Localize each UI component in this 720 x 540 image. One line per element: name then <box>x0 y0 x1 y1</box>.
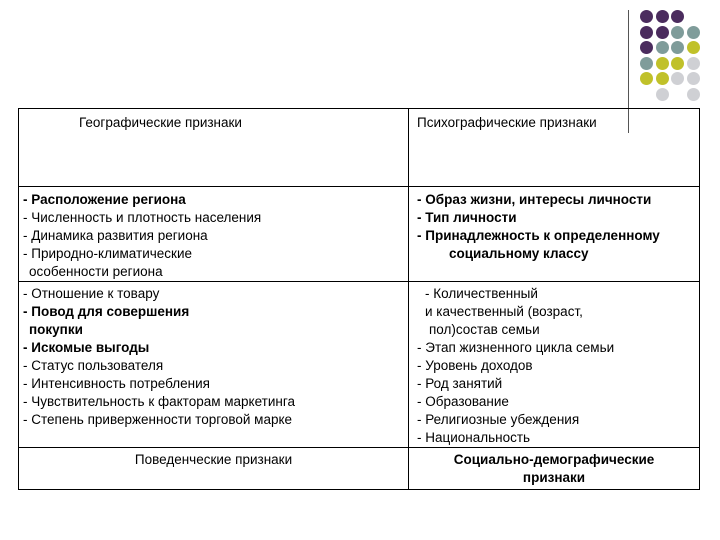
list-item: - Степень приверженности торговой марке <box>23 412 293 427</box>
decorative-dot-grid <box>640 10 701 102</box>
dot-icon <box>671 10 684 23</box>
behavioral-criteria-cell <box>19 282 409 448</box>
footer-socio-demographic <box>409 448 700 490</box>
list-item: особенности региона <box>29 264 163 279</box>
list-item: - Искомые выгоды <box>23 340 150 355</box>
list-item: - Род занятий <box>417 376 503 391</box>
list-item: - Чувствительность к факторам маркетинга <box>23 394 295 409</box>
list-item: - Религиозные убеждения <box>417 412 580 427</box>
footer-behavioral-label: Поведенческие признаки <box>134 452 293 467</box>
footer-socio-label-line1: Социально-демографические <box>453 452 655 467</box>
list-item: - Этап жизненного цикла семьи <box>417 340 615 355</box>
dot-icon <box>687 10 700 23</box>
dot-icon <box>656 10 669 23</box>
list-item: - Количественный <box>425 286 538 301</box>
list-item: социальному классу <box>449 246 589 261</box>
header-psychographic-label: Психографические признаки <box>417 115 597 130</box>
dot-icon <box>687 26 700 39</box>
dot-icon <box>671 41 684 54</box>
header-geographic-label: Географические признаки <box>79 115 242 130</box>
dot-icon <box>656 88 669 101</box>
footer-socio-label-line2: признаки <box>522 470 586 485</box>
list-item: и качественный (возраст, <box>425 304 583 319</box>
dot-icon <box>671 88 684 101</box>
table-row <box>19 448 700 490</box>
list-item: - Отношение к товару <box>23 286 160 301</box>
dot-icon <box>640 57 653 70</box>
list-item: пол)состав семьи <box>429 322 540 337</box>
list-item: - Численность и плотность населения <box>23 210 262 225</box>
dot-icon <box>640 41 653 54</box>
list-item: - Динамика развития региона <box>23 228 208 243</box>
list-item: - Повод для совершения <box>23 304 190 319</box>
table-row <box>19 187 700 282</box>
geographic-criteria-cell <box>19 187 409 282</box>
dot-icon <box>640 10 653 23</box>
dot-icon <box>656 72 669 85</box>
list-item: - Принадлежность к определенному <box>417 228 660 243</box>
dot-icon <box>687 57 700 70</box>
list-item: - Тип личности <box>417 210 517 225</box>
dot-icon <box>656 26 669 39</box>
segmentation-criteria-table <box>18 108 700 490</box>
footer-behavioral <box>19 448 409 490</box>
dot-icon <box>671 26 684 39</box>
psychographic-criteria-cell <box>409 187 700 282</box>
dot-icon <box>671 72 684 85</box>
table-row <box>19 282 700 448</box>
list-item: - Природно-климатические <box>23 246 192 261</box>
list-item: - Интенсивность потребления <box>23 376 210 391</box>
dot-icon <box>640 88 653 101</box>
dot-icon <box>656 41 669 54</box>
dot-icon <box>640 72 653 85</box>
header-geographic <box>19 109 409 187</box>
dot-icon <box>687 41 700 54</box>
list-item: - Образ жизни, интересы личности <box>417 192 652 207</box>
list-item: - Расположение региона <box>23 192 186 207</box>
list-item: покупки <box>29 322 83 337</box>
dot-icon <box>687 88 700 101</box>
list-item: - Уровень доходов <box>417 358 533 373</box>
list-item: - Образование <box>417 394 509 409</box>
dot-icon <box>656 57 669 70</box>
table-row <box>19 109 700 187</box>
list-item: - Национальность <box>417 430 531 445</box>
socio-demographic-criteria-cell <box>409 282 700 448</box>
header-psychographic <box>409 109 700 187</box>
list-item: - Статус пользователя <box>23 358 164 373</box>
dot-icon <box>671 57 684 70</box>
dot-icon <box>640 26 653 39</box>
dot-icon <box>687 72 700 85</box>
